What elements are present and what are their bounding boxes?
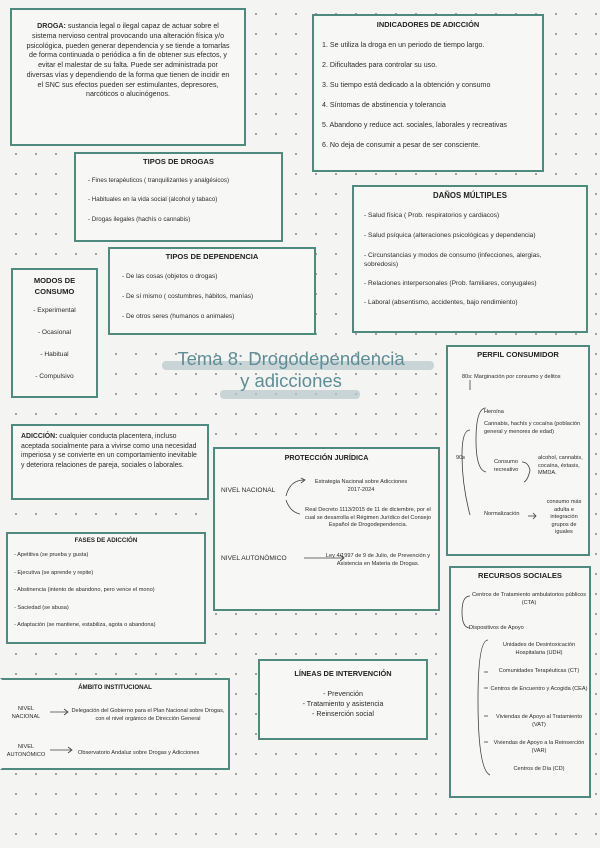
lineas-box <box>258 659 428 740</box>
lineas-item: - Prevención <box>323 690 363 698</box>
recursos-item: Comunidades Terapéuticas (CT) <box>498 668 580 674</box>
perfil-drugs: alcohol, cannabis, cocaína, éxtasis, MMDA. <box>538 455 583 477</box>
fases-item: - Apetitiva (se prueba y gusta) <box>14 552 89 558</box>
ambito-box <box>0 678 230 770</box>
indicadores-item: 2. Dificultades para controlar su uso. <box>322 60 438 69</box>
tipos-drogas-item: - Habituales en la vida social (alcohol y tabaco) <box>88 196 218 204</box>
proteccion-ley: Ley 4/1997 de 9 de Julio, de Prevención y Asistencia en Materia de Drogas. <box>325 553 431 567</box>
modos-item: - Habitual <box>40 351 69 359</box>
ambito-autonomico: NIVEL AUTONÓMICO <box>6 744 46 758</box>
recursos-dispositivos: Dispositivos de Apoyo <box>469 625 524 631</box>
proteccion-decreto: Real Decreto 1113/2015 de 11 de diciembre, por el cual se desarrolla el Régimen Jurídico del Consejo Español de Drogodependencia. <box>305 507 431 529</box>
modos-box <box>11 268 98 398</box>
tipos-dependencia-item: - De sí mismo ( costumbres, hábitos, manías) <box>122 292 254 300</box>
fases-box <box>6 532 206 644</box>
fases-item: - Ejecutiva (se aprende y repite) <box>14 569 94 576</box>
recursos-item: Centros de Encuentro y Acogida (CEA) <box>490 686 588 692</box>
droga-text: sustancia legal o ilegal capaz de actuar sobre el sistema nervioso central provocando una alteración física y/o psicológica, pueden generar dependencia y se tiende a tomarlas de forma continuada o periódica a fin de obtener sus efectos, y evitar el malestar de su falta. Puede ser administrada por diversas vías y dependiendo de la forma que tienen de incidir en el SNC sus efectos pueden ser estimulantes, depresores, narcóticos o alucinógenos. <box>26 22 230 99</box>
title-line-1: Tema 8: Drogodependencia <box>177 348 405 369</box>
ambito-nacional-text: Delegación del Gobierno para el Plan Nacional sobre Drogas, con el nivel orgánico de Dirección General <box>71 708 225 722</box>
tipos-drogas-box <box>74 152 283 242</box>
ambito-autonomico-text: Observatorio Andaluz sobre Drogas y Adicciones <box>78 750 200 756</box>
modos-item: - Compulsivo <box>35 372 74 380</box>
indicadores-item: 3. Su tiempo está dedicado a la obtención y consumo <box>322 80 491 89</box>
lineas-item: - Reinserción social <box>312 709 374 718</box>
indicadores-item: 5. Abandono y reduce act. sociales, laborales y recreativas <box>322 120 507 129</box>
adiccion-text: cualquier conducta placentera, incluso aceptada socialmente para a vivirse como una necesidad imperiosa y se convierte en un comportamiento inevitable y deteriora relaciones de pareja, sociales o laborales. <box>21 433 197 469</box>
proteccion-title: PROTECCIÓN JURÍDICA <box>284 453 369 462</box>
adiccion-label: ADICCIÓN: <box>21 433 58 440</box>
modos-item: - Ocasional <box>37 329 72 337</box>
danos-item: - Laboral (absentismo, accidentes, bajo rendimiento) <box>364 299 518 307</box>
danos-box <box>352 185 588 333</box>
ambito-title: ÁMBITO INSTITUCIONAL <box>78 684 152 691</box>
modos-item: - Experimental <box>33 307 76 315</box>
danos-item: - Relaciones interpersonales (Prob. familiares, conyugales) <box>364 279 537 287</box>
tipos-dependencia-title: TIPOS DE DEPENDENCIA <box>165 252 259 261</box>
tipos-drogas-item: - Drogas ilegales (hachís o cannabis) <box>88 215 191 223</box>
fases-item: - Abstinencia (intento de abandono, pero vence el mono) <box>14 587 155 594</box>
recursos-title: RECURSOS SOCIALES <box>478 571 562 580</box>
recursos-item: Viviendas de Apoyo a la Reinserción (VAR) <box>493 740 585 754</box>
perfil-box <box>446 345 590 556</box>
droga-border <box>10 8 246 146</box>
adiccion-definition <box>21 432 199 471</box>
proteccion-box <box>213 447 440 611</box>
recursos-item: Centros de Día (CD) <box>513 766 565 772</box>
droga-label: DROGA: <box>37 22 66 30</box>
title-line-2: y adicciones <box>240 370 342 392</box>
fases-item: - Saciedad (se abusa) <box>14 604 69 611</box>
perfil-normalizacion: Normalización <box>484 511 520 517</box>
adiccion-box <box>11 424 209 500</box>
perfil-cannabis: Cannabis, hachís y cocaína (población general y menores de edad) <box>484 421 581 435</box>
lineas-title: LÍNEAS DE INTERVENCIÓN <box>294 669 392 678</box>
tipos-dependencia-item: - De otros seres (humanos o animales) <box>122 312 235 320</box>
tipos-dependencia-item: - De las cosas (objetos o drogas) <box>122 273 218 280</box>
recursos-item: Unidades de Desintoxicación Hospitalaria (UDH) <box>502 642 576 656</box>
proteccion-estrategia: Estrategia Nacional sobre Adicciones 2017-2024 <box>314 479 408 493</box>
recursos-cta: Centros de Tratamiento ambulatorios públicos (CTA) <box>471 592 587 606</box>
perfil-normal-result: consumo más adulta e integración grupos de iguales <box>546 499 582 536</box>
recursos-box <box>449 566 591 798</box>
danos-item: - Salud física ( Prob. respiratorios y cardiacos) <box>364 212 500 219</box>
indicadores-item: 4. Síntomas de abstinencia y tolerancia <box>322 100 446 109</box>
tipos-drogas-title: TIPOS DE DROGAS <box>143 157 214 166</box>
indicadores-item: 1. Se utiliza la droga en un periodo de tiempo largo. <box>322 41 485 49</box>
proteccion-autonomico: NIVEL AUTONÓMICO <box>221 555 287 562</box>
indicadores-box <box>312 14 544 172</box>
danos-item: - Circunstancias y modos de consumo (infecciones, alergias, sobredosis) <box>364 251 542 268</box>
tipos-drogas-item: - Fines terapéuticos ( tranquilizantes y analgésicos) <box>88 177 230 184</box>
recursos-item: Viviendas de Apoyo al Tratamiento (VAT) <box>495 714 583 728</box>
ambito-nacional: NIVEL NACIONAL <box>11 706 41 720</box>
lineas-item: - Tratamiento y asistencia <box>302 699 384 708</box>
perfil-80s: 80s: Marginación por consumo y delitos <box>462 374 561 380</box>
perfil-heroina: Heroína <box>484 409 504 415</box>
indicadores-title: INDICADORES DE ADICCIÓN <box>376 20 480 29</box>
perfil-consumo: Consumo recreativo <box>493 459 519 473</box>
danos-item: - Salud psíquica (alteraciones psicológicas y dependencia) <box>364 231 536 239</box>
modos-title: MODOS DE CONSUMO <box>33 276 76 296</box>
perfil-title: PERFIL CONSUMIDOR <box>477 350 559 359</box>
fases-title: FASES DE ADICCIÓN <box>74 537 138 544</box>
proteccion-nacional: NIVEL NACIONAL <box>221 487 276 494</box>
perfil-90s: 90s <box>456 455 466 461</box>
page-title <box>160 348 422 392</box>
fases-item: - Adaptación (se mantiene, estabiliza, agota o abandona) <box>14 622 156 629</box>
tipos-dependencia-box <box>108 247 316 335</box>
indicadores-item: 6. No deja de consumir a pesar de ser consciente. <box>322 140 481 149</box>
danos-title: DAÑOS MÚLTIPLES <box>433 191 507 200</box>
